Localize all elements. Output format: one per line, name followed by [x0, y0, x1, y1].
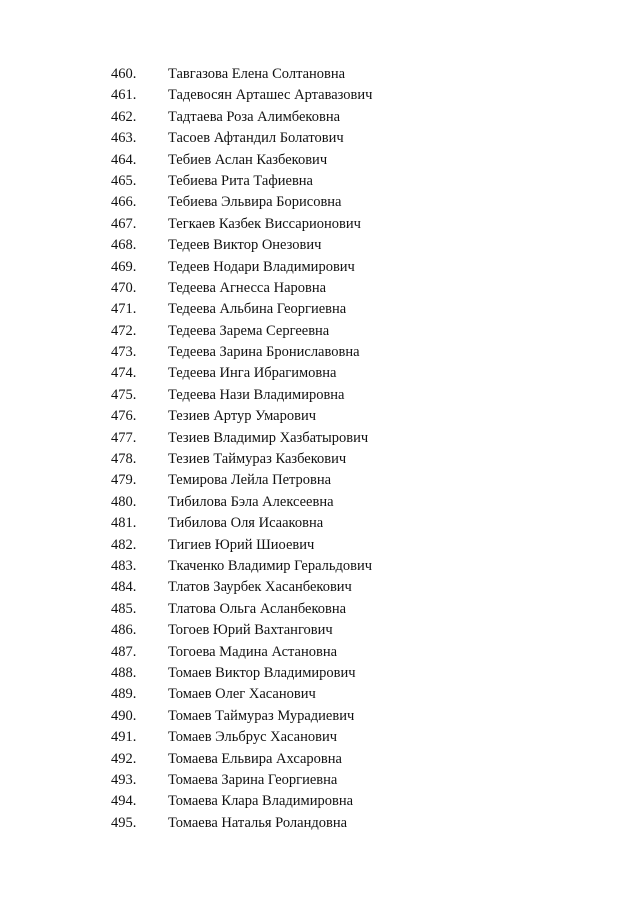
entry-number: 467. — [111, 215, 137, 232]
entry-number: 489. — [111, 686, 137, 703]
entry-name: Тедеева Альбина Георгиевна — [168, 301, 347, 318]
entry-number: 471. — [111, 301, 137, 318]
entry-name: Темирова Лейла Петровна — [168, 472, 332, 489]
entry-name: Тедеева Нази Владимировна — [168, 386, 345, 403]
list-item — [0, 727, 640, 748]
list-item — [0, 171, 640, 192]
entry-name: Тебиева Эльвира Борисовна — [168, 194, 342, 211]
list-item — [0, 706, 640, 727]
entry-number: 466. — [111, 194, 137, 211]
entry-name: Тасоев Афтандил Болатович — [168, 130, 344, 147]
entry-name: Тезиев Таймураз Казбекович — [168, 451, 347, 468]
list-item — [0, 278, 640, 299]
entry-name: Тлатова Ольга Асланбековна — [168, 600, 347, 617]
entry-number: 475. — [111, 386, 137, 403]
entry-number: 482. — [111, 536, 137, 553]
list-item — [0, 385, 640, 406]
entry-name: Тибилова Оля Исааковна — [168, 515, 324, 532]
list-item — [0, 556, 640, 577]
entry-number: 486. — [111, 622, 137, 639]
entry-name: Тезиев Артур Умарович — [168, 408, 317, 425]
list-item — [0, 192, 640, 213]
list-item — [0, 770, 640, 791]
list-item — [0, 663, 640, 684]
list-item — [0, 449, 640, 470]
entry-number: 480. — [111, 493, 137, 510]
list-item — [0, 64, 640, 85]
list-item — [0, 513, 640, 534]
entry-name: Тебиева Рита Тафиевна — [168, 172, 313, 189]
entry-number: 490. — [111, 707, 137, 724]
entry-name: Томаев Эльбрус Хасанович — [168, 729, 338, 746]
entry-name: Тогоева Мадина Астановна — [168, 643, 338, 660]
entry-number: 463. — [111, 130, 137, 147]
entry-name: Тедеева Агнесса Наровна — [168, 279, 327, 296]
entry-number: 491. — [111, 729, 137, 746]
entry-name: Тедеева Зарема Сергеевна — [168, 322, 330, 339]
entry-number: 493. — [111, 771, 137, 788]
list-item — [0, 85, 640, 106]
entry-name: Томаева Зарина Георгиевна — [168, 771, 338, 788]
entry-number: 481. — [111, 515, 137, 532]
entry-name: Тегкаев Казбек Виссарионович — [168, 215, 361, 232]
list-item — [0, 642, 640, 663]
list-item — [0, 492, 640, 513]
entry-number: 464. — [111, 151, 137, 168]
list-item — [0, 599, 640, 620]
list-item — [0, 128, 640, 149]
entry-name: Томаева Наталья Роландовна — [168, 814, 348, 831]
entry-name: Ткаченко Владимир Геральдович — [168, 557, 373, 574]
entry-number: 469. — [111, 258, 137, 275]
entry-name: Тезиев Владимир Хазбатырович — [168, 429, 369, 446]
entry-name: Томаева Клара Владимировна — [168, 793, 354, 810]
entry-name: Томаев Олег Хасанович — [168, 686, 316, 703]
entry-number: 487. — [111, 643, 137, 660]
entry-name: Тедеева Зарина Брониславовна — [168, 344, 360, 361]
list-item — [0, 321, 640, 342]
entry-number: 477. — [111, 429, 137, 446]
entry-name: Тавгазова Елена Солтановна — [168, 66, 346, 82]
entry-name: Тадевосян Арташес Артавазович — [168, 87, 373, 104]
entry-number: 462. — [111, 108, 137, 125]
entry-number: 474. — [111, 365, 137, 382]
entry-name: Тигиев Юрий Шиоевич — [168, 536, 315, 553]
list-item — [0, 363, 640, 384]
entry-name: Тедеева Инга Ибрагимовна — [168, 365, 337, 382]
entry-number: 492. — [111, 750, 137, 767]
entry-name: Тлатов Заурбек Хасанбекович — [168, 579, 352, 596]
list-item — [0, 342, 640, 363]
entry-number: 478. — [111, 451, 137, 468]
list-item — [0, 406, 640, 427]
entry-name: Тедеев Нодари Владимирович — [168, 258, 355, 275]
entry-number: 461. — [111, 87, 137, 104]
list-item — [0, 535, 640, 556]
entry-name: Томаев Виктор Владимирович — [168, 664, 356, 681]
list-item — [0, 577, 640, 598]
entry-name: Тебиев Аслан Казбекович — [168, 151, 328, 168]
entry-number: 472. — [111, 322, 137, 339]
entry-number: 460. — [111, 66, 137, 82]
entry-number: 483. — [111, 557, 137, 574]
list-item — [0, 150, 640, 171]
list-item — [0, 470, 640, 491]
list-item — [0, 620, 640, 641]
entry-number: 495. — [111, 814, 137, 831]
list-item — [0, 749, 640, 770]
entry-number: 473. — [111, 344, 137, 361]
entry-number: 484. — [111, 579, 137, 596]
entry-number: 494. — [111, 793, 137, 810]
entry-number: 476. — [111, 408, 137, 425]
entry-number: 485. — [111, 600, 137, 617]
entry-number: 488. — [111, 664, 137, 681]
entry-name: Тедеев Виктор Онезович — [168, 237, 322, 254]
entry-name: Тогоев Юрий Вахтангович — [168, 622, 333, 639]
list-item — [0, 235, 640, 256]
list-item — [0, 684, 640, 705]
entry-number: 470. — [111, 279, 137, 296]
entry-name: Тибилова Бэла Алексеевна — [168, 493, 334, 510]
list-item — [0, 257, 640, 278]
entry-name: Тадтаева Роза Алимбековна — [168, 108, 341, 125]
list-item — [0, 107, 640, 128]
list-item — [0, 214, 640, 235]
entry-name: Томаева Ельвира Ахсаровна — [168, 750, 342, 767]
list-item — [0, 813, 640, 834]
name-list — [0, 64, 640, 834]
entry-number: 479. — [111, 472, 137, 489]
entry-number: 465. — [111, 172, 137, 189]
entry-name: Томаев Таймураз Мурадиевич — [168, 707, 355, 724]
list-item — [0, 299, 640, 320]
list-item — [0, 791, 640, 812]
list-item — [0, 428, 640, 449]
entry-number: 468. — [111, 237, 137, 254]
